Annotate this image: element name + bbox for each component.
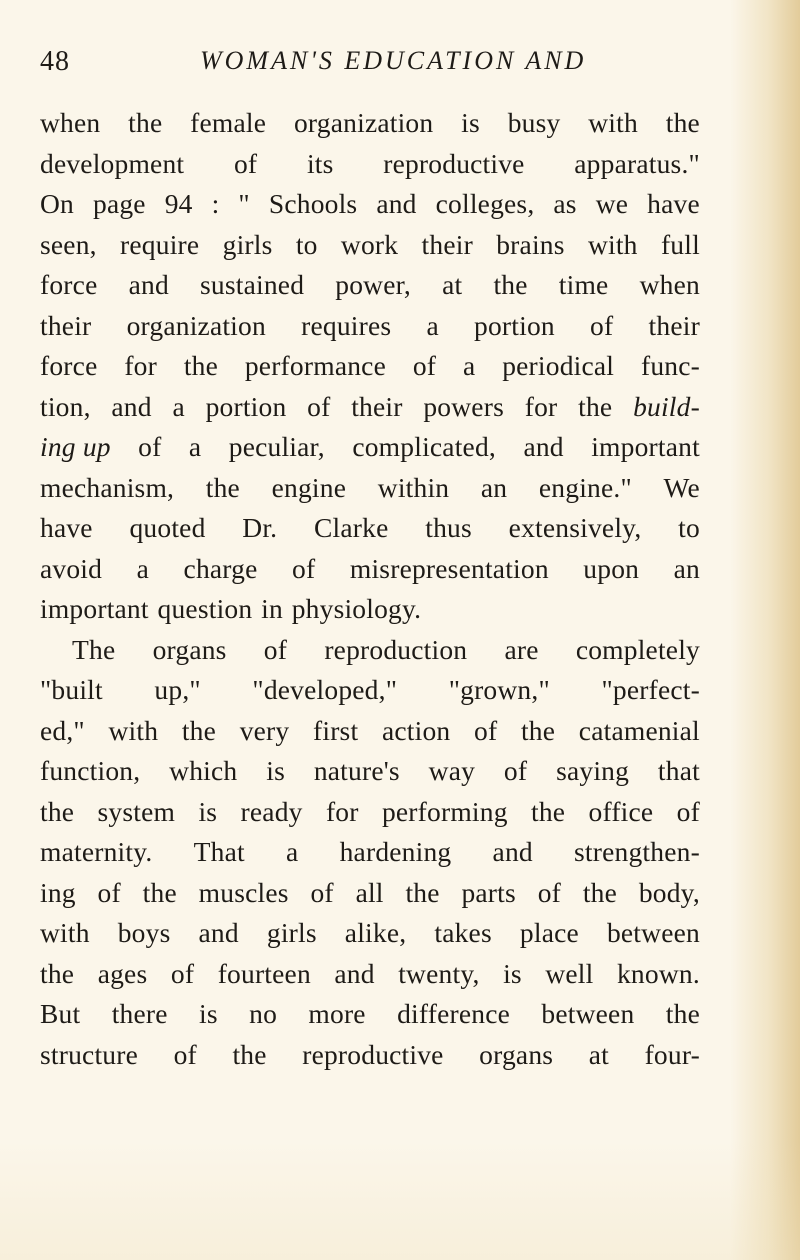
word: extensively, [508, 512, 642, 543]
word: the [181, 714, 217, 746]
text-line [40, 306, 700, 347]
word: physiology. [291, 593, 422, 624]
word: thus [425, 512, 472, 543]
word: the [40, 957, 75, 989]
word: their [648, 309, 700, 341]
word: the [582, 876, 618, 908]
word: at [588, 1038, 609, 1070]
word: ready [240, 795, 303, 827]
word: with [587, 228, 638, 260]
text-line [40, 711, 700, 752]
word: time [558, 269, 609, 300]
word: misrepresentation [349, 552, 549, 584]
word: 94 [164, 188, 193, 219]
word: and [334, 957, 375, 989]
word: all [355, 876, 384, 908]
italic-word: build- [633, 390, 700, 422]
text-line [40, 589, 700, 630]
word: of [590, 309, 614, 341]
page-number: 48 [40, 46, 70, 77]
word: between [541, 998, 635, 1029]
word: " [238, 188, 250, 219]
word: charge [183, 552, 258, 584]
word: ages [97, 957, 148, 989]
text-line [40, 549, 700, 590]
word: organization [293, 107, 434, 138]
text-line [40, 670, 700, 711]
word: requires [301, 309, 392, 341]
word: important [40, 593, 149, 624]
word: four- [644, 1038, 700, 1070]
word: up," [154, 674, 201, 705]
word: in [261, 593, 283, 624]
word: Schools [268, 188, 358, 219]
word: of [412, 350, 437, 381]
word: the [205, 471, 240, 503]
text-line [40, 468, 700, 509]
word: portion [474, 309, 555, 341]
word: to [295, 228, 318, 260]
word: power, [335, 269, 411, 300]
word: That [193, 836, 245, 867]
word: performance [244, 350, 386, 381]
word: ed," [40, 714, 85, 746]
word: apparatus." [574, 147, 700, 179]
word: require [120, 228, 200, 260]
word: development [40, 147, 185, 179]
word: for [325, 795, 359, 827]
word: no [249, 998, 278, 1029]
word: a [188, 431, 202, 462]
word: an [673, 552, 700, 584]
word: place [519, 917, 579, 948]
word: that [657, 755, 700, 786]
word: is [503, 957, 522, 989]
word: their [421, 228, 473, 260]
word: the [493, 269, 528, 300]
word: when [40, 107, 101, 138]
word: Dr. [242, 512, 278, 543]
word: of [263, 633, 288, 665]
word: work [340, 228, 399, 260]
word: girls [266, 917, 317, 948]
word: there [111, 998, 168, 1029]
word: of [676, 795, 700, 827]
word: when [639, 269, 700, 300]
word: the [142, 876, 177, 908]
word: and [523, 431, 564, 462]
word: takes [434, 917, 492, 948]
word: action [381, 714, 451, 746]
word: between [606, 917, 700, 948]
word: well [545, 957, 594, 989]
word: muscles [198, 876, 289, 908]
word: which [169, 755, 238, 786]
word: But [40, 998, 81, 1029]
page-header [40, 46, 740, 86]
word: question [157, 593, 253, 624]
word: of [138, 431, 162, 462]
word: function, [40, 755, 141, 786]
word: the [520, 714, 556, 746]
word: way [428, 755, 476, 786]
word: On [40, 188, 75, 219]
word: of [170, 957, 195, 989]
word: organs [479, 1038, 554, 1070]
word: is [266, 755, 285, 786]
word: ing [40, 876, 76, 908]
word: to [678, 512, 700, 543]
word: office [588, 795, 654, 827]
text-line [40, 954, 700, 995]
word: reproduction [324, 633, 468, 665]
word: tion, [40, 390, 91, 422]
word: and [376, 188, 417, 219]
word: and [128, 269, 169, 300]
word: an [480, 471, 508, 503]
word: a [426, 309, 439, 341]
text-line [40, 873, 700, 914]
word: full [660, 228, 700, 260]
word: reproductive [302, 1038, 444, 1070]
text-line [40, 751, 700, 792]
word: of [310, 876, 334, 908]
word: of [537, 876, 562, 908]
word: upon [583, 552, 640, 584]
word: a [462, 350, 476, 381]
word: catamenial [578, 714, 700, 746]
text-line [40, 346, 700, 387]
word: we [595, 188, 629, 219]
text-line [40, 1035, 700, 1076]
word: mechanism, [40, 471, 175, 503]
word: the [40, 795, 75, 827]
word: "built [40, 674, 103, 705]
page-bottom-tone [0, 1140, 800, 1260]
running-head: WOMAN'S EDUCATION AND [200, 46, 587, 75]
word: func- [640, 350, 700, 381]
text-line [40, 630, 700, 671]
word: : [211, 188, 220, 219]
word: engine." [538, 471, 632, 503]
word: boys [117, 917, 171, 948]
word: powers [423, 390, 504, 422]
word: the [578, 390, 613, 422]
word: its [306, 147, 334, 179]
word: page [93, 188, 146, 219]
word: periodical [502, 350, 615, 381]
word: a [286, 836, 299, 867]
word: a [172, 390, 185, 422]
word: first [313, 714, 359, 746]
word: hardening [339, 836, 452, 867]
word: the [405, 876, 440, 908]
word: have [647, 188, 700, 219]
text-line [40, 387, 700, 428]
text-line [40, 144, 700, 185]
word: force [40, 269, 98, 300]
word: within [377, 471, 450, 503]
word: of [292, 552, 316, 584]
word: avoid [40, 552, 103, 584]
word: brains [496, 228, 565, 260]
word: "perfect- [601, 674, 700, 705]
text-line [40, 832, 700, 873]
word: system [97, 795, 176, 827]
word: the [665, 107, 700, 138]
word: with [588, 107, 638, 138]
word: complicated, [352, 431, 496, 462]
word: as [553, 188, 577, 219]
word: female [190, 107, 267, 138]
word: their [351, 390, 403, 422]
word: organization [126, 309, 266, 341]
text-line [40, 913, 700, 954]
word: for [124, 350, 157, 381]
word: Clarke [314, 512, 389, 543]
word: the [530, 795, 566, 827]
word: body, [638, 876, 700, 908]
word: the [232, 1038, 267, 1070]
word: organs [152, 633, 227, 665]
word: performing [381, 795, 508, 827]
word: saying [556, 755, 630, 786]
word: with [108, 714, 159, 746]
word: strengthen- [574, 836, 700, 867]
word: of [503, 755, 528, 786]
word: important [591, 431, 700, 462]
word: girls [222, 228, 273, 260]
word: known. [616, 957, 700, 989]
page-edge-shadow [730, 0, 800, 1260]
word: busy [507, 107, 561, 138]
word: peculiar, [228, 431, 325, 462]
word: of [307, 390, 331, 422]
body-text [40, 103, 700, 1075]
word: structure [40, 1038, 139, 1070]
word: very [239, 714, 290, 746]
word: We [663, 471, 700, 503]
word: at [442, 269, 463, 300]
word: reproductive [383, 147, 525, 179]
word: of [173, 1038, 197, 1070]
word: sustained [200, 269, 305, 300]
word: The [72, 633, 116, 665]
word: the [183, 350, 219, 381]
word: colleges, [435, 188, 535, 219]
word: with [40, 917, 90, 948]
word: and [198, 917, 239, 948]
italic-word: ing up [40, 431, 111, 462]
word: of [233, 147, 258, 179]
word: a [136, 552, 150, 584]
word: difference [397, 998, 511, 1029]
word: seen, [40, 228, 97, 260]
word: fourteen [217, 957, 311, 989]
word: is [198, 795, 218, 827]
word: the [665, 998, 700, 1029]
word: "developed," [252, 674, 398, 705]
word: is [199, 998, 218, 1029]
text-line [40, 994, 700, 1035]
word: force [40, 350, 98, 381]
word: parts [461, 876, 516, 908]
word: completely [575, 633, 700, 665]
word: the [128, 107, 163, 138]
text-line [40, 103, 700, 144]
word: portion [205, 390, 287, 422]
text-line [40, 427, 700, 468]
text-line [40, 792, 700, 833]
word: and [492, 836, 533, 867]
word: have [40, 512, 93, 543]
text-line [40, 184, 700, 225]
word: nature's [313, 755, 400, 786]
word: is [461, 107, 480, 138]
word: of [97, 876, 121, 908]
text-line [40, 225, 700, 266]
word: twenty, [398, 957, 480, 989]
word: for [524, 390, 558, 422]
word: "grown," [448, 674, 550, 705]
word: quoted [129, 512, 206, 543]
word: more [308, 998, 366, 1029]
word: of [474, 714, 498, 746]
word: and [111, 390, 152, 422]
word: maternity. [40, 836, 153, 867]
word: engine [271, 471, 347, 503]
text-line [40, 265, 700, 306]
word: their [40, 309, 92, 341]
word: alike, [344, 917, 407, 948]
text-line [40, 508, 700, 549]
word: are [504, 633, 539, 665]
